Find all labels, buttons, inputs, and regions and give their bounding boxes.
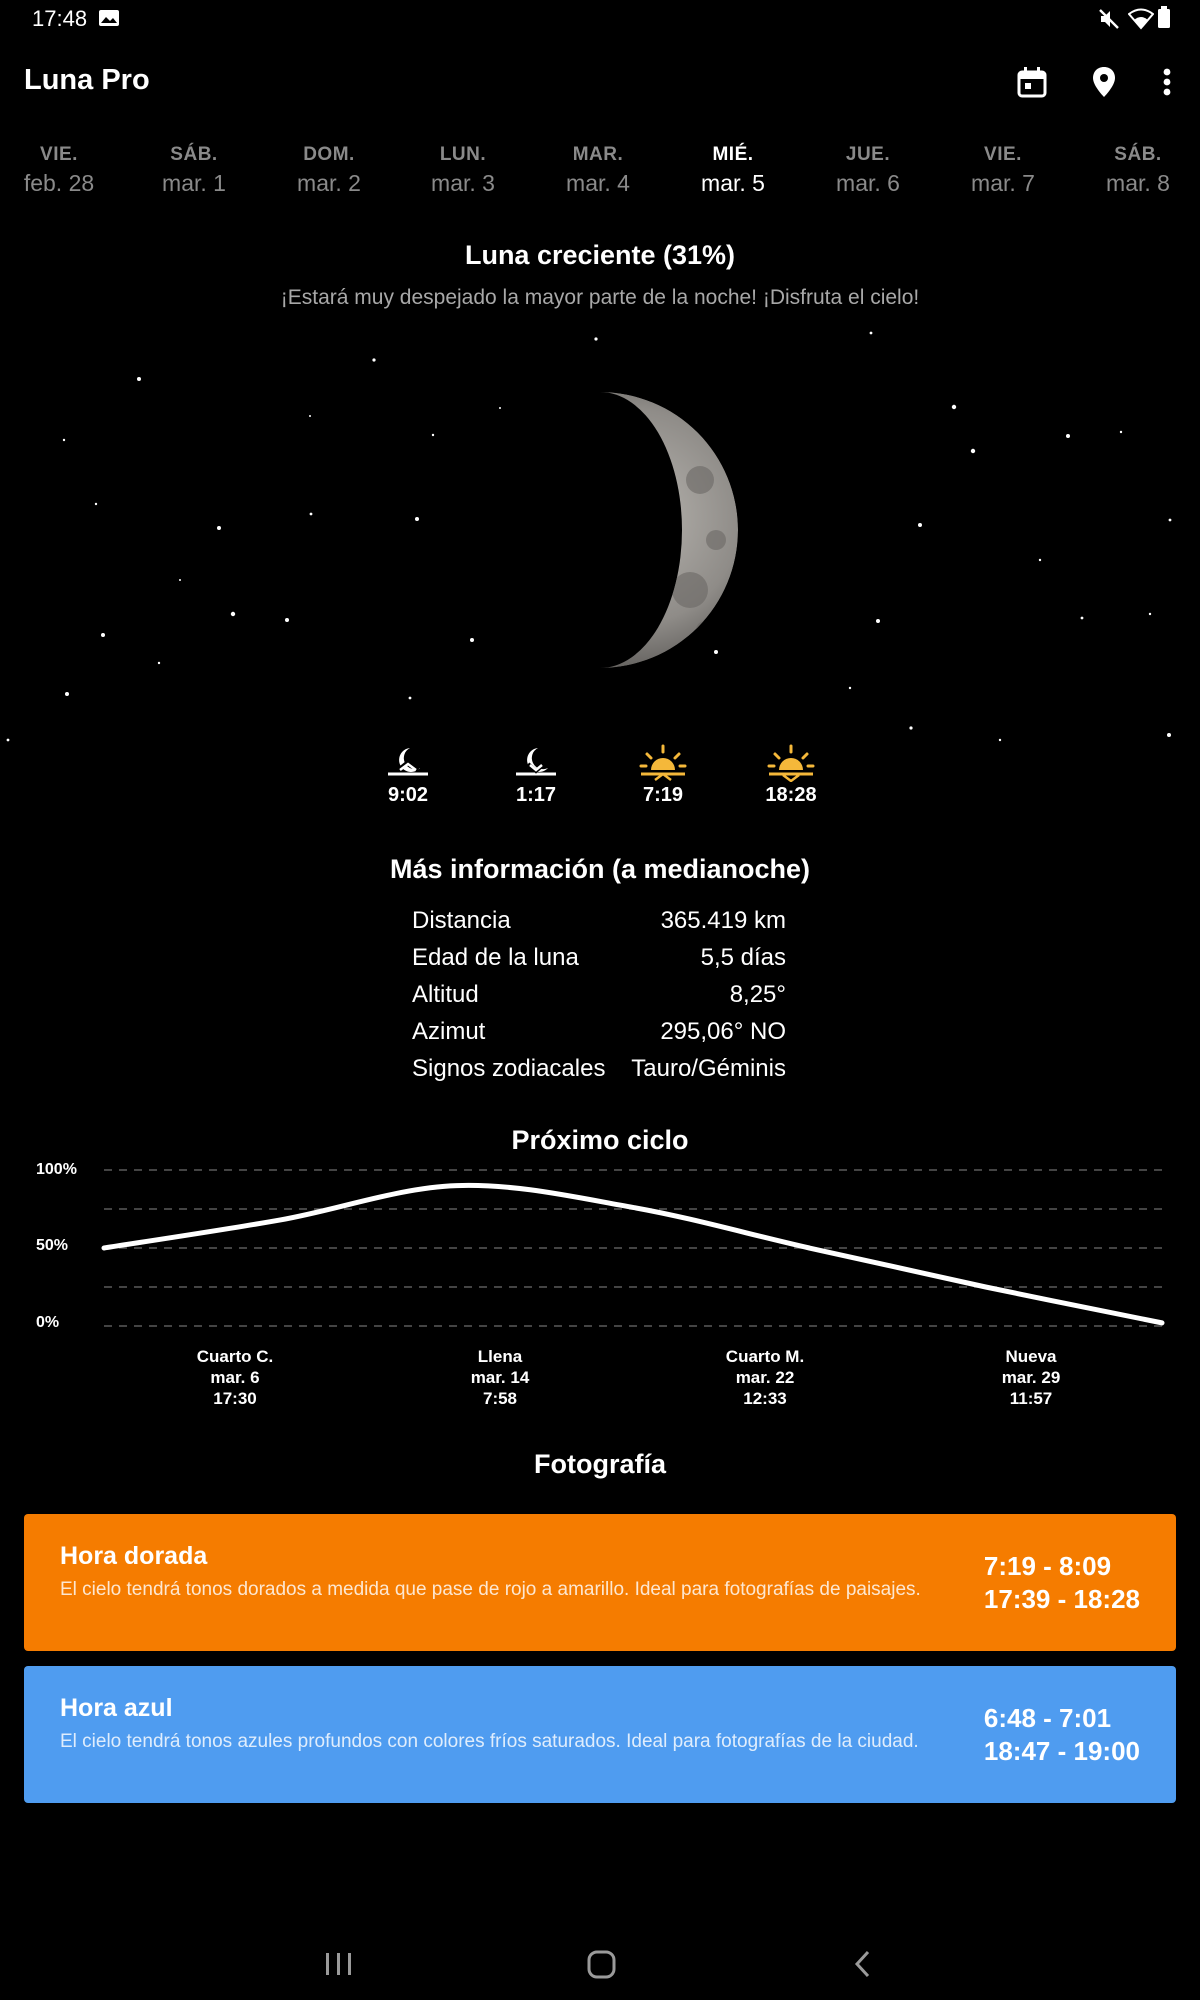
event-time: 11:57 [1009,1389,1053,1408]
battery-icon [1158,6,1170,28]
status-bar [0,0,1200,38]
info-row-azimuth [412,1016,786,1053]
sunset-icon [765,742,817,782]
event-name: Nueva [1005,1347,1057,1366]
info-label: Signos zodiacales [412,1055,606,1082]
date-tab-weekday: JUE. [845,144,891,165]
date-strip [0,144,1200,214]
cycle-event-first-quarter [165,1346,305,1409]
wifi-icon [1128,8,1154,30]
event-time: 17:30 [213,1389,257,1408]
info-value: Tauro/Géminis [631,1055,786,1082]
date-tab[interactable] [813,144,923,197]
moonset-icon [512,742,560,782]
date-tab[interactable] [4,144,114,197]
date-tab-weekday: SÁB. [1114,144,1162,165]
date-tab[interactable] [543,144,653,197]
date-tab[interactable] [948,144,1058,197]
info-row-zodiac [412,1053,786,1090]
date-tab-date: mar. 1 [162,170,226,196]
moonrise-icon [384,742,432,782]
sunrise-item [613,742,713,807]
phase-title: Luna creciente (31%) [464,240,736,270]
recents-icon[interactable] [322,1946,356,1982]
date-tab-date: mar. 6 [836,170,900,196]
ytick-0: 0% [36,1314,60,1331]
moonrise-item [358,742,458,807]
app-title: Luna Pro [24,64,150,96]
info-title: Más información (a medianoche) [389,854,811,884]
blue-hour-evening: 18:47 - 19:00 [983,1736,1140,1766]
blue-hour-title: Hora azul [60,1694,173,1722]
event-time: 12:33 [743,1389,787,1408]
moon-crescent [462,392,738,668]
event-name: Llena [477,1347,523,1366]
sunset-time: 18:28 [765,784,817,806]
ytick-50: 50% [36,1237,69,1254]
info-value: 8,25° [729,981,786,1008]
date-tab-weekday: DOM. [303,144,355,165]
event-name: Cuarto M. [725,1347,805,1366]
event-date: mar. 29 [1001,1368,1061,1387]
date-tab-date: mar. 7 [971,170,1035,196]
cycle-title: Próximo ciclo [511,1125,689,1155]
info-value: 295,06° NO [660,1018,786,1045]
date-tab-date: feb. 28 [23,170,95,196]
info-table [412,905,786,1090]
sunrise-icon [637,742,689,782]
more-icon[interactable] [1149,64,1185,100]
date-tab-date: mar. 2 [297,170,361,196]
golden-hour-card[interactable] [24,1514,1176,1651]
moonrise-time: 9:02 [387,784,429,806]
event-date: mar. 14 [470,1368,530,1387]
date-tab-date: mar. 5 [701,170,765,196]
ytick-100: 100% [36,1161,77,1178]
date-tab-date: mar. 3 [431,170,495,196]
illumination-line [104,1185,1162,1322]
date-tab[interactable] [1083,144,1193,197]
cycle-event-last-quarter [695,1346,835,1409]
cycle-event-full-moon [430,1346,570,1409]
golden-hour-morning: 7:19 - 8:09 [983,1551,1112,1581]
photography-title: Fotografía [534,1449,666,1479]
info-row-moon-age [412,942,786,979]
blue-hour-description: El cielo tendrá tonos azules profundos con colores fríos saturados. Ideal para fotografías de la ciudad. [60,1731,919,1752]
date-tab-weekday: LUN. [439,144,487,165]
location-icon[interactable] [1086,64,1122,100]
date-tab-selected[interactable] [678,144,788,197]
golden-hour-evening: 17:39 - 18:28 [983,1584,1140,1614]
event-date: mar. 22 [735,1368,795,1387]
blue-hour-times [984,1702,1140,1768]
info-row-altitude [412,979,786,1016]
calendar-icon[interactable] [1014,64,1050,100]
date-tab-weekday: MAR. [572,144,624,165]
night-sky [0,320,1200,750]
back-icon[interactable] [848,1946,878,1982]
golden-hour-description: El cielo tendrá tonos dorados a medida que pase de rojo a amarillo. Ideal para fotografías de paisajes. [60,1579,921,1600]
event-date: mar. 6 [210,1368,260,1387]
mute-icon [1098,8,1120,30]
sunset-item [741,742,841,807]
info-row-distance [412,905,786,942]
image-icon [98,9,120,27]
date-tab[interactable] [408,144,518,197]
golden-hour-title: Hora dorada [60,1542,208,1570]
event-time: 7:58 [482,1389,518,1408]
status-time: 17:48 [32,6,88,31]
date-tab-date: mar. 4 [566,170,630,196]
date-tab-weekday: SÁB. [170,144,218,165]
info-label: Altitud [412,981,479,1008]
date-tab-date: mar. 8 [1106,170,1170,196]
cycle-event-new-moon [961,1346,1101,1409]
blue-hour-card[interactable] [24,1666,1176,1803]
moonset-item [486,742,586,807]
blue-hour-morning: 6:48 - 7:01 [983,1703,1112,1733]
date-tab-weekday: VIE. [984,144,1022,165]
moonset-time: 1:17 [515,784,557,806]
sunrise-time: 7:19 [642,784,684,806]
phase-subtitle: ¡Estará muy despejado la mayor parte de la noche! ¡Disfruta el cielo! [280,286,920,309]
info-value: 365.419 km [660,907,786,934]
home-icon[interactable] [584,1946,620,1982]
date-tab[interactable] [274,144,384,197]
event-name: Cuarto C. [196,1347,274,1366]
info-label: Azimut [412,1018,486,1045]
info-label: Distancia [412,907,511,934]
date-tab-weekday: MIÉ. [712,144,754,165]
info-label: Edad de la luna [412,944,579,971]
info-value: 5,5 días [700,944,786,971]
golden-hour-times [984,1550,1140,1616]
date-tab[interactable] [139,144,249,197]
date-tab-weekday: VIE. [40,144,78,165]
